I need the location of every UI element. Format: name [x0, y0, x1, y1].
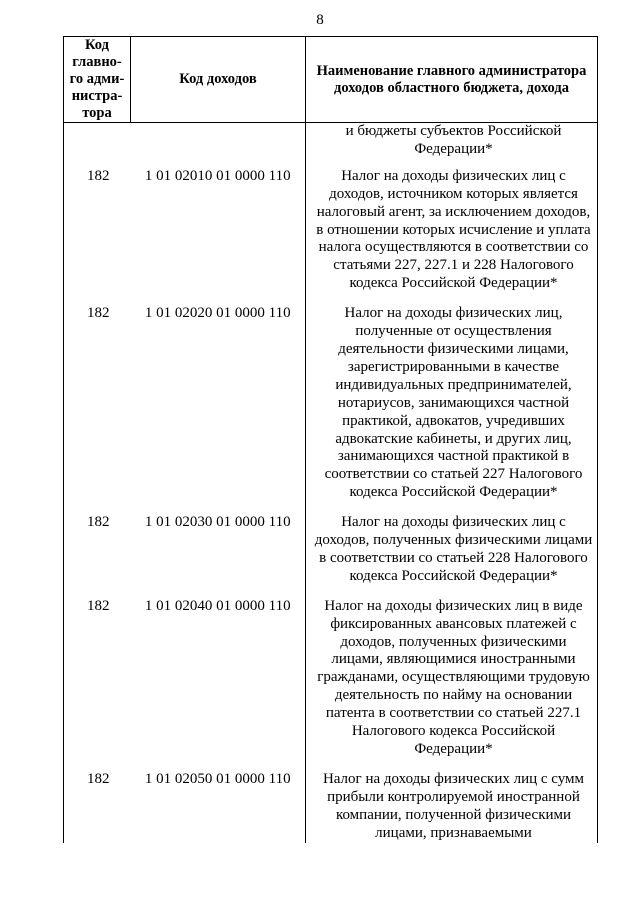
income-code-cell: 1 01 02050 01 0000 110	[144, 770, 291, 787]
income-code-cell: 1 01 02010 01 0000 110	[144, 167, 291, 184]
income-code-cell: 1 01 02030 01 0000 110	[144, 514, 291, 531]
income-name-cell: Налог на доходы физических лиц с доходов, полученных физическими лицами в соответствии со статьей 228 Налогового кодекса Российской Федерации*	[306, 514, 598, 598]
income-codes-table	[63, 36, 598, 843]
income-name-cell: Налог на доходы физических лиц с сумм прибыли контролируемой иностранной компании, полученной физическими лицами, признаваемыми	[306, 771, 598, 843]
page-number: 8	[316, 12, 324, 28]
empty-cell	[64, 123, 131, 168]
income-name-cell: Налог на доходы физических лиц с доходов, источником которых является налоговый агент, за исключением доходов, в отношении которых исчисление и уплата налога осуществляются в соответствии со статьями 227, 227.1 и 228 Налогового кодекса Российской Федерации*	[306, 168, 598, 305]
income-name-cell: Налог на доходы физических лиц в виде фиксированных авансовых платежей с доходов, полученных физическими лицами, являющимися иностранными гражданами, осуществляющими трудовую деятельность по найму на основании патента в соответствии со статьей 227.1 Налогового кодекса Российской Федерации*	[306, 598, 598, 771]
table-row	[64, 514, 598, 598]
header-income-code: Код доходов	[131, 37, 306, 123]
table-row-continuation	[64, 123, 598, 168]
admin-code-cell: 182	[64, 305, 131, 514]
admin-code-cell: 182	[64, 514, 131, 598]
table-row	[64, 305, 598, 514]
table-row	[64, 771, 598, 843]
income-code-cell: 1 01 02040 01 0000 110	[144, 597, 291, 614]
header-admin-code: Код главно-го адми-нистра-тора	[64, 37, 131, 123]
continuation-text: и бюджеты субъектов Российской Федерации*	[306, 123, 598, 168]
admin-code-cell: 182	[64, 771, 131, 843]
admin-code-cell: 182	[64, 168, 131, 305]
income-code-cell: 1 01 02020 01 0000 110	[144, 305, 291, 322]
empty-cell	[131, 123, 306, 168]
admin-code-cell: 182	[64, 598, 131, 771]
table-row	[64, 598, 598, 771]
table-header-row	[64, 37, 598, 123]
header-name: Наименование главного администратора доходов областного бюджета, дохода	[306, 37, 598, 123]
income-name-cell: Налог на доходы физических лиц, полученные от осуществления деятельности физическими лицами, зарегистрированными в качестве индивидуальных предпринимателей, нотариусов, занимающихся частной практикой, адвокатов, учредивших адвокатские кабинеты, и других лиц, занимающихся частной практикой в соответствии со статьей 227 Налогового кодекса Российской Федерации*	[306, 305, 598, 514]
table-row	[64, 168, 598, 305]
